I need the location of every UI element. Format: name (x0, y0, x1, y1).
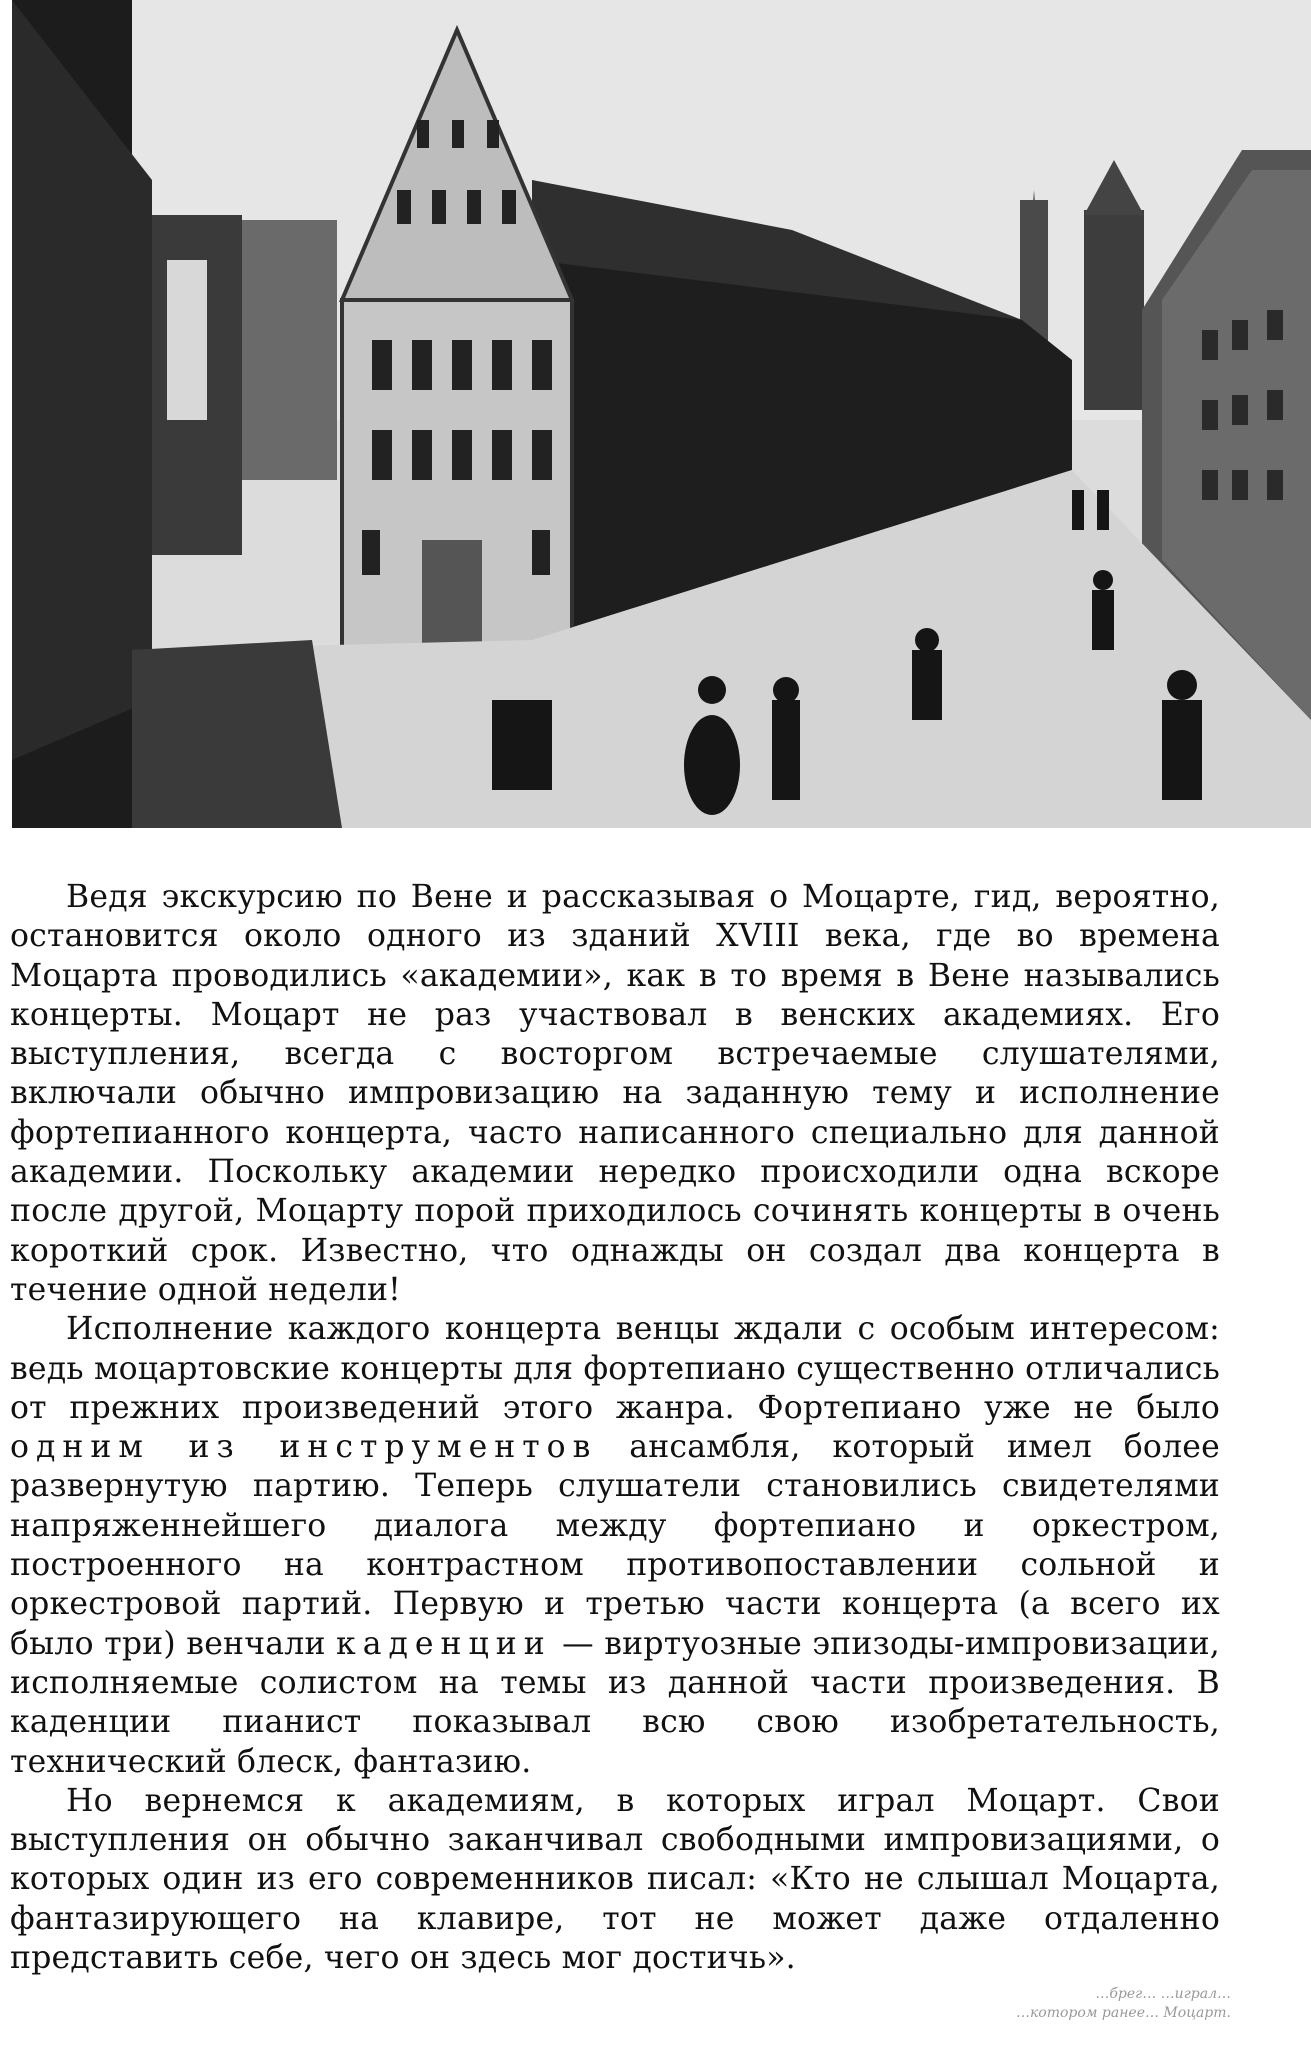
paragraph-2-part-3: — виртуозные эпизоды-импровизации, исполняемые солистом на темы из данной части произведения. В каденции пианист показывал всю свою изобретательность, технический блеск, фантазию. (10, 1625, 1220, 1780)
faded-caption (911, 1985, 1231, 2023)
caption-line-1: …брег… …играл… (1095, 1986, 1231, 2002)
paragraph-2-part-2: ансамбля, который имел более развернутую партию. Теперь слушатели становились свидетелями напряженнейшего диалога между фортепиано и оркестром, построенного на контрастном противопоставлении сольной и оркестровой партий. Первую и третью части концерта (а всего их было три) венчали (10, 1429, 1220, 1662)
vienna-street-engraving (12, 0, 1311, 828)
paragraph-2 (10, 1310, 1220, 1782)
street-engraving-illustration (12, 0, 1311, 828)
paragraph-1: Ведя экскурсию по Вене и рассказывая о Моцарте, гид, вероятно, остановится около одного из зданий XVIII века, где во времена Моцарта проводились «академии», как в то время в Вене назывались концерты. Моцарт не раз участвовал в венских академиях. Его выступления, всегда с восторгом встречаемые слушателями, включали обычно импровизацию на заданную тему и исполнение фортепианного концерта, часто написанного специально для данной академии. Поскольку академии нередко происходили одна вскоре после другой, Моцарту порой приходилось сочинять концерты в очень короткий срок. Известно, что однажды он создал два концерта в течение одной недели! (10, 879, 1220, 1308)
paragraph-3: Но вернемся к академиям, в которых играл Моцарт. Свои выступления он обычно заканчивал свободными импровизациями, о которых один из его современников писал: «Кто не слышал Моцарта, фантазирующего на клавире, тот не может даже отдаленно представить себе, чего он здесь мог достичь». (10, 1782, 1220, 1977)
paragraph-2-part-1: Исполнение каждого концерта венцы ждали с особым интересом: ведь моцартовские концерты для фортепиано существенно отличались от прежних произведений этого жанра. Фортепиано уже не было (10, 1311, 1220, 1426)
spaced-emphasis-instruments: одним из инструментов (10, 1429, 598, 1466)
article-text (10, 878, 1220, 1978)
spaced-emphasis-cadenzas: каденции (336, 1625, 552, 1662)
caption-line-2: …котором ранее… Моцарт. (1015, 2005, 1231, 2021)
